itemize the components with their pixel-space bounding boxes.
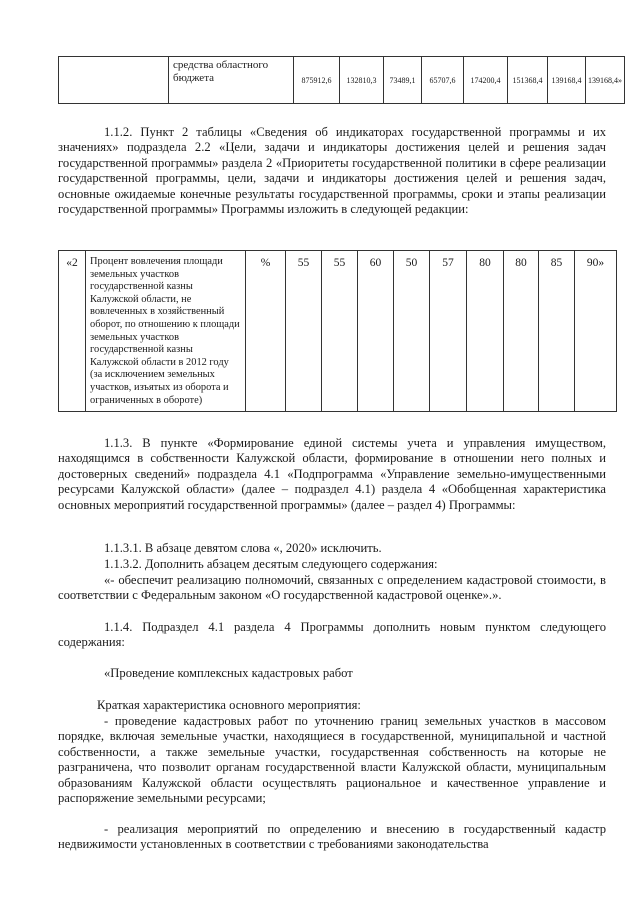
paragraph-1-1-4: 1.1.4. Подраздел 4.1 раздела 4 Программы дополнить новым пунктом следующего содержания: — [58, 620, 606, 650]
budget-value: 139168,4 — [548, 57, 586, 104]
indicator-value: 80 — [467, 251, 504, 412]
indicator-value: 57 — [430, 251, 467, 412]
indicator-value: 90» — [575, 251, 617, 412]
section-heading: «Проведение комплексных кадастровых работ — [104, 666, 353, 680]
indicator-value: 55 — [322, 251, 358, 412]
budget-value: 65707,6 — [422, 57, 464, 104]
indicator-value: 55 — [286, 251, 322, 412]
budget-value: 875912,6 — [294, 57, 340, 104]
budget-row-label: средства областного бюджета — [169, 57, 294, 104]
budget-value: 174200,4 — [464, 57, 508, 104]
indicator-value: 80 — [504, 251, 539, 412]
indicator-row — [59, 251, 617, 412]
paragraph-1-1-3: 1.1.3. В пункте «Формирование единой системы учета и управления имуществом, находящимся в собственности Калужской области, формирование в отношении него полных и достоверных сведений» подраздела 4.1 «Подпрограмма «Управление земельно-имущественными ресурсами Калужской области» (далее – подраздел 4.1) раздела 4 «Обобщенная характеристика основных мероприятий государственной программы» (далее – раздел 4) Программы: — [58, 436, 606, 512]
indicator-table — [58, 250, 617, 412]
budget-value: 132810,3 — [340, 57, 384, 104]
budget-row — [59, 57, 625, 104]
budget-value: 151368,4 — [508, 57, 548, 104]
budget-value: 139168,4» — [586, 57, 625, 104]
brief-title: Краткая характеристика основного мероприятия: — [97, 698, 361, 712]
indicator-name: Процент вовлечения площади земельных участков государственной казны Калужской области, не вовлеченных в хозяйственный оборот, по отношению к площади земельных участков государственной казны Калужской области в 2012 году (за исключением земельных участков, изъятых из оборота и ограниченных в обороте) — [86, 251, 246, 412]
budget-table — [58, 56, 625, 104]
paragraph-1-1-3-2: 1.1.3.2. Дополнить абзацем десятым следующего содержания: — [104, 557, 438, 571]
indicator-value: 85 — [539, 251, 575, 412]
bullet-2: - реализация мероприятий по определению и внесению в государственный кадастр недвижимости установленных в соответствии с требованиями законодательства — [58, 822, 606, 852]
indicator-number: «2 — [59, 251, 86, 412]
indicator-value: 60 — [358, 251, 394, 412]
indicator-unit: % — [246, 251, 286, 412]
bullet-1: - проведение кадастровых работ по уточнению границ земельных участков в массовом порядке, включая земельные участки, находящиеся в государственной, муниципальной и частной собственности, а также земельные участки, государственная собственность на которые не разграничена, что позволит органам государственной власти Калужской области, муниципальным образованиям Калужской области осуществлять рациональное и качественное управление и распоряжение земельными ресурсами; — [58, 714, 606, 806]
paragraph-quote: «- обеспечит реализацию полномочий, связанных с определением кадастровой стоимости, в соответствии с Федеральным законом «О государственной кадастровой оценке».». — [58, 573, 606, 603]
budget-value: 73489,1 — [384, 57, 422, 104]
indicator-value: 50 — [394, 251, 430, 412]
paragraph-1-1-3-1: 1.1.3.1. В абзаце девятом слова «, 2020» исключить. — [104, 541, 382, 555]
budget-empty-cell — [59, 57, 169, 104]
paragraph-1-1-2: 1.1.2. Пункт 2 таблицы «Сведения об индикаторах государственной программы и их значениях» подраздела 2.2 «Цели, задачи и индикаторы достижения целей и решения задач государственной программы» раздела 2 «Приоритеты государственной политики в сфере реализации государственной программы, цели, задачи и индикаторы достижения целей и решения задач, основные ожидаемые конечные результаты государственной программы, сроки и этапы реализации государственной программы» Программы изложить в следующей редакции: — [58, 125, 606, 217]
